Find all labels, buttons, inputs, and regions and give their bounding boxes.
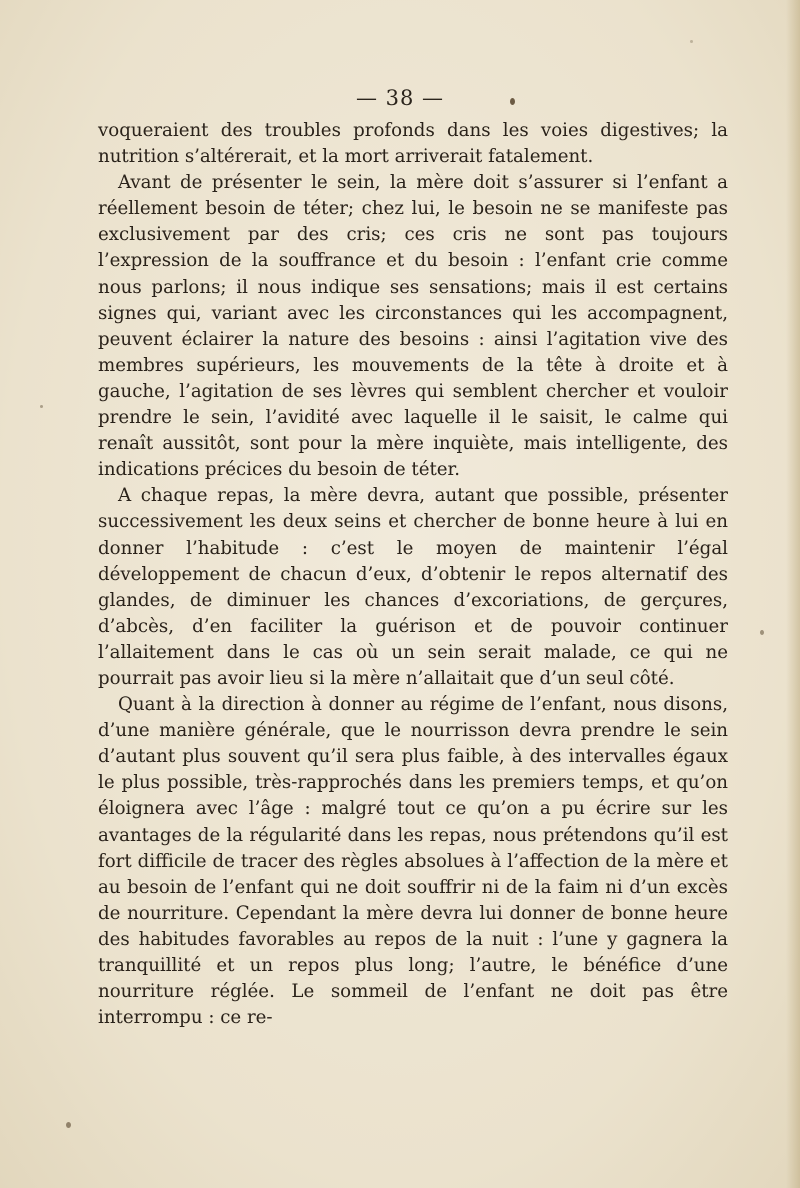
page-number-header: — 38 — — [355, 86, 445, 110]
paper-speck — [40, 405, 43, 408]
paper-speck — [690, 40, 693, 43]
paper-speck — [510, 98, 515, 105]
paper-speck — [760, 630, 764, 635]
paragraph-1: voqueraient des troubles profonds dans les voies digestives; la nutrition s’altérerait, et la mort arriverait fatalement. — [98, 120, 728, 168]
page-edge-shadow — [786, 0, 800, 1188]
paragraph-2: Avant de présenter le sein, la mère doit s’assurer si l’enfant a réellement besoin de téter; chez lui, le besoin ne se manifeste pas exclusivement par des cris; ces cris ne sont pas toujours l’expression de la souffrance et du besoin : l’enfant crie comme nous parlons; il nous indique ses sensations; mais il est certains signes qui, variant avec les circonstances qui les accompagnent, peuvent éclairer la nature des besoins : ainsi l’agitation vive des membres supérieurs, les mouvements de la tête à droite et à gauche, l’agitation de ses lèvres qui semblent chercher et vouloir prendre le sein, l’avidité avec laquelle il le saisit, le calme qui renaît aussitôt, sont pour la mère inquiète, mais intelligente, des indications précices du besoin de téter. — [98, 172, 728, 481]
paragraph-4: Quant à la direction à donner au régime de l’enfant, nous disons, d’une manière générale, que le nourrisson devra prendre le sein d’autant plus souvent qu’il sera plus faible, à des intervalles égaux le plus possible, très-rapprochés dans les premiers temps, et qu’on éloignera avec l’âge : malgré tout ce qu’on a pu écrire sur les avantages de la régularité dans les repas, nous prétendons qu’il est fort difficile de tracer des règles absolues à l’affection de la mère et au besoin de l’enfant qui ne doit souffrir ni de la faim ni d’un excès de nourriture. Cependant la mère devra lui donner de bonne heure des habitudes favorables au repos de la nuit : l’une y gagnera la tranquillité et un repos plus long; l’autre, le bénéfice d’une nourriture réglée. Le sommeil de l’enfant ne doit pas être interrompu : ce re- — [98, 694, 728, 1029]
body-text — [98, 118, 728, 1031]
paper-speck — [66, 1122, 71, 1128]
paragraph-3: A chaque repas, la mère devra, autant que possible, présenter successivement les deux seins et chercher de bonne heure à lui en donner l’habitude : c’est le moyen de maintenir l’égal développement de chacun d’eux, d’obtenir le repos alternatif des glandes, de diminuer les chances d’excoriations, de gerçures, d’abcès, d’en faciliter la guérison et de pouvoir continuer l’allaitement dans le cas où un sein serait malade, ce qui ne pourrait pas avoir lieu si la mère n’allaitait que d’un seul côté. — [98, 485, 728, 689]
